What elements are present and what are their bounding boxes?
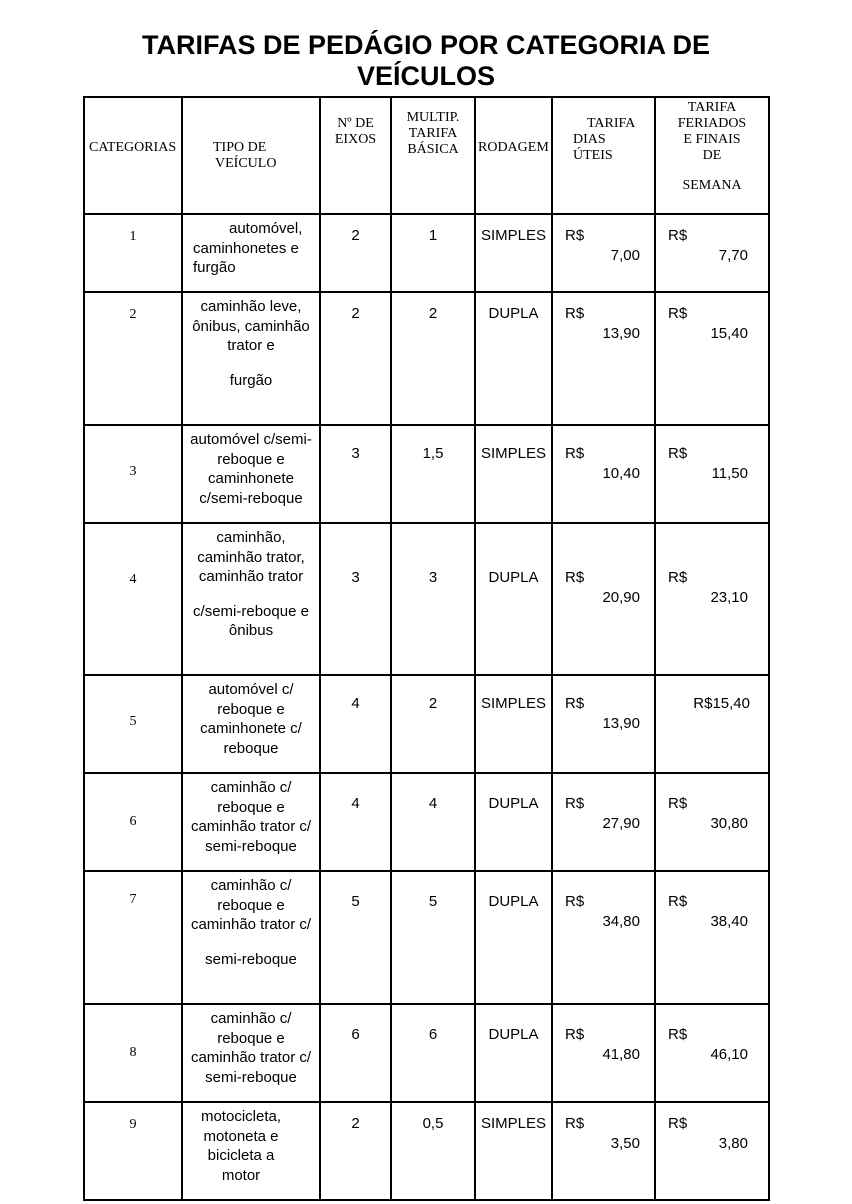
cell-tarifa-dias-uteis: R$ 10,40	[552, 425, 655, 523]
cell-tipo-veiculo: motocicleta, motoneta e bicicleta a motor	[182, 1102, 320, 1200]
cell-tipo-veiculo: caminhão, caminhão trator, caminhão trator c/semi-reboque e ônibus	[182, 523, 320, 675]
cell-eixos: 5	[320, 871, 391, 1004]
header-tarifa-feriados: TARIFA FERIADOS E FINAIS DE SEMANA	[655, 97, 769, 214]
cell-tarifa-dias-uteis: R$ 7,00	[552, 214, 655, 292]
table-header-row	[84, 97, 769, 214]
cell-multiplicador: 6	[391, 1004, 475, 1102]
cell-multiplicador: 2	[391, 675, 475, 773]
cell-multiplicador: 1,5	[391, 425, 475, 523]
cell-tarifa-feriados: R$ 46,10	[655, 1004, 769, 1102]
cell-tipo-veiculo: automóvel c/ reboque e caminhonete c/ reboque	[182, 675, 320, 773]
cell-tipo-veiculo: caminhão leve, ônibus, caminhão trator e furgão	[182, 292, 320, 425]
cell-multiplicador: 5	[391, 871, 475, 1004]
cell-multiplicador: 4	[391, 773, 475, 871]
table-row	[84, 523, 769, 675]
cell-tarifa-dias-uteis: R$ 41,80	[552, 1004, 655, 1102]
header-categorias: CATEGORIAS	[84, 97, 182, 214]
cell-categoria: 7	[84, 871, 182, 1004]
table-row	[84, 214, 769, 292]
cell-multiplicador: 3	[391, 523, 475, 675]
header-rodagem: RODAGEM	[475, 97, 552, 214]
cell-tarifa-feriados: R$ 15,40	[655, 292, 769, 425]
cell-tipo-veiculo: caminhão c/ reboque e caminhão trator c/ semi-reboque	[182, 1004, 320, 1102]
cell-tipo-veiculo: automóvel, caminhonetes e furgão	[182, 214, 320, 292]
table-row	[84, 773, 769, 871]
cell-eixos: 4	[320, 773, 391, 871]
cell-eixos: 3	[320, 425, 391, 523]
cell-categoria: 4	[84, 523, 182, 675]
cell-tarifa-dias-uteis: R$ 13,90	[552, 675, 655, 773]
cell-eixos: 4	[320, 675, 391, 773]
header-tarifa-dias-uteis: TARIFA DIAS ÚTEIS	[552, 97, 655, 214]
cell-tarifa-feriados: R$ 7,70	[655, 214, 769, 292]
cell-eixos: 2	[320, 292, 391, 425]
table-row	[84, 675, 769, 773]
cell-categoria: 6	[84, 773, 182, 871]
toll-rates-table	[83, 96, 770, 1201]
cell-categoria: 9	[84, 1102, 182, 1200]
cell-rodagem: SIMPLES	[475, 214, 552, 292]
header-numero-eixos: Nº DE EIXOS	[320, 97, 391, 214]
cell-rodagem: SIMPLES	[475, 425, 552, 523]
table-row	[84, 292, 769, 425]
table-row	[84, 871, 769, 1004]
cell-tarifa-feriados: R$ 11,50	[655, 425, 769, 523]
cell-tarifa-dias-uteis: R$ 34,80	[552, 871, 655, 1004]
cell-categoria: 2	[84, 292, 182, 425]
cell-tipo-veiculo: caminhão c/ reboque e caminhão trator c/ semi-reboque	[182, 871, 320, 1004]
cell-rodagem: SIMPLES	[475, 675, 552, 773]
cell-multiplicador: 2	[391, 292, 475, 425]
cell-tipo-veiculo: caminhão c/ reboque e caminhão trator c/ semi-reboque	[182, 773, 320, 871]
page-title-line-2: VEÍCULOS	[356, 61, 496, 91]
cell-tarifa-dias-uteis: R$ 27,90	[552, 773, 655, 871]
cell-rodagem: DUPLA	[475, 871, 552, 1004]
page-title	[0, 30, 852, 92]
header-tipo-veiculo: TIPO DE VEÍCULO	[182, 97, 320, 214]
cell-tipo-veiculo: automóvel c/semi- reboque e caminhonete c/semi-reboque	[182, 425, 320, 523]
cell-categoria: 5	[84, 675, 182, 773]
cell-eixos: 2	[320, 214, 391, 292]
table-row	[84, 1004, 769, 1102]
cell-tarifa-feriados: R$15,40	[655, 675, 769, 773]
cell-categoria: 1	[84, 214, 182, 292]
cell-tarifa-feriados: R$ 23,10	[655, 523, 769, 675]
cell-tarifa-feriados: R$ 38,40	[655, 871, 769, 1004]
cell-tarifa-dias-uteis: R$ 20,90	[552, 523, 655, 675]
cell-multiplicador: 0,5	[391, 1102, 475, 1200]
table-row	[84, 1102, 769, 1200]
cell-categoria: 8	[84, 1004, 182, 1102]
cell-rodagem: SIMPLES	[475, 1102, 552, 1200]
cell-eixos: 2	[320, 1102, 391, 1200]
table-row	[84, 425, 769, 523]
cell-tarifa-dias-uteis: R$ 13,90	[552, 292, 655, 425]
cell-tarifa-feriados: R$ 30,80	[655, 773, 769, 871]
cell-eixos: 3	[320, 523, 391, 675]
cell-rodagem: DUPLA	[475, 1004, 552, 1102]
page-title-line-1: TARIFAS DE PEDÁGIO POR CATEGORIA DE	[141, 30, 711, 60]
cell-rodagem: DUPLA	[475, 523, 552, 675]
cell-tarifa-feriados: R$ 3,80	[655, 1102, 769, 1200]
cell-multiplicador: 1	[391, 214, 475, 292]
cell-rodagem: DUPLA	[475, 292, 552, 425]
cell-rodagem: DUPLA	[475, 773, 552, 871]
cell-eixos: 6	[320, 1004, 391, 1102]
cell-tarifa-dias-uteis: R$ 3,50	[552, 1102, 655, 1200]
header-multiplicador: MULTIP. TARIFA BÁSICA	[391, 97, 475, 214]
cell-categoria: 3	[84, 425, 182, 523]
